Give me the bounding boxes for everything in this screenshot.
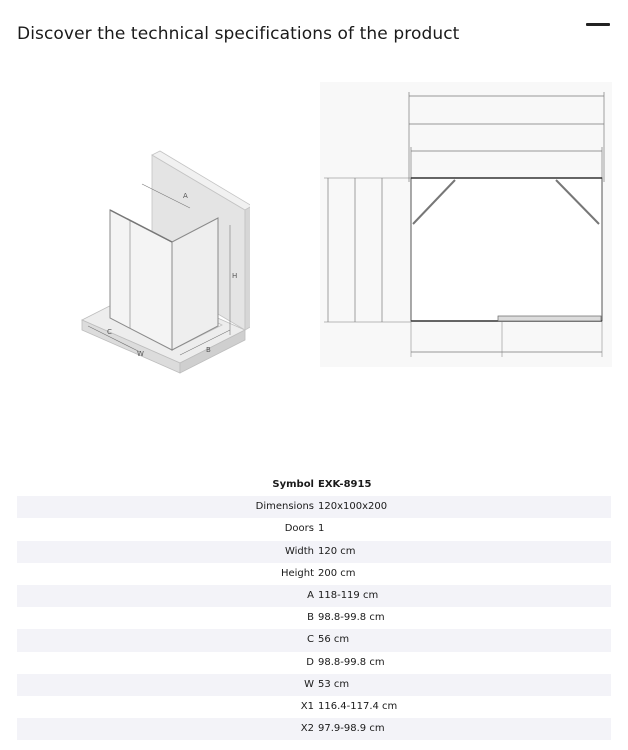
iso-label-h: H <box>232 272 238 280</box>
spec-row-d <box>17 652 611 674</box>
spec-label: Width <box>284 545 314 557</box>
spec-row-c <box>17 629 611 651</box>
spec-row-doors <box>17 518 611 540</box>
iso-label-c: C <box>107 328 112 336</box>
spec-value: 1 <box>318 523 325 535</box>
spec-table <box>17 474 611 740</box>
iso-label-a: A <box>183 192 188 200</box>
spec-row-dimensions <box>17 496 611 518</box>
spec-label: C <box>307 634 314 646</box>
isometric-drawing <box>80 150 250 390</box>
menu-icon[interactable] <box>586 23 610 26</box>
spec-value: 97.9-98.9 cm <box>318 723 385 735</box>
spec-row-width <box>17 541 611 563</box>
spec-label: X2 <box>300 723 314 735</box>
spec-value: 98.8-99.8 cm <box>318 612 385 624</box>
spec-label: B <box>307 612 314 624</box>
spec-value: 120 cm <box>318 545 356 557</box>
spec-row-b <box>17 607 611 629</box>
spec-row-height <box>17 563 611 585</box>
spec-value: EXK-8915 <box>318 479 372 491</box>
iso-label-b: B <box>206 346 211 354</box>
spec-value: 56 cm <box>318 634 350 646</box>
spec-row-w <box>17 674 611 696</box>
spec-label: Height <box>280 567 314 579</box>
page-title: Discover the technical specifications of the product <box>17 24 460 44</box>
spec-row-x1 <box>17 696 611 718</box>
spec-row-a <box>17 585 611 607</box>
spec-value: 53 cm <box>318 678 350 690</box>
spec-value: 98.8-99.8 cm <box>318 656 385 668</box>
spec-row-x2 <box>17 718 611 740</box>
spec-label: D <box>306 656 314 668</box>
spec-label: Symbol <box>272 479 314 491</box>
spec-value: 200 cm <box>318 567 356 579</box>
spec-label: Doors <box>284 523 314 535</box>
spec-row-symbol <box>17 474 611 496</box>
iso-label-w: W <box>137 350 144 358</box>
spec-value: 120x100x200 <box>318 501 388 513</box>
spec-label: X1 <box>300 700 314 712</box>
spec-label: Dimensions <box>255 501 314 513</box>
spec-label: A <box>307 590 314 602</box>
plan-view-drawing <box>320 82 612 367</box>
spec-value: 118-119 cm <box>318 590 379 602</box>
spec-value: 116.4-117.4 cm <box>318 700 398 712</box>
spec-label: W <box>304 678 314 690</box>
